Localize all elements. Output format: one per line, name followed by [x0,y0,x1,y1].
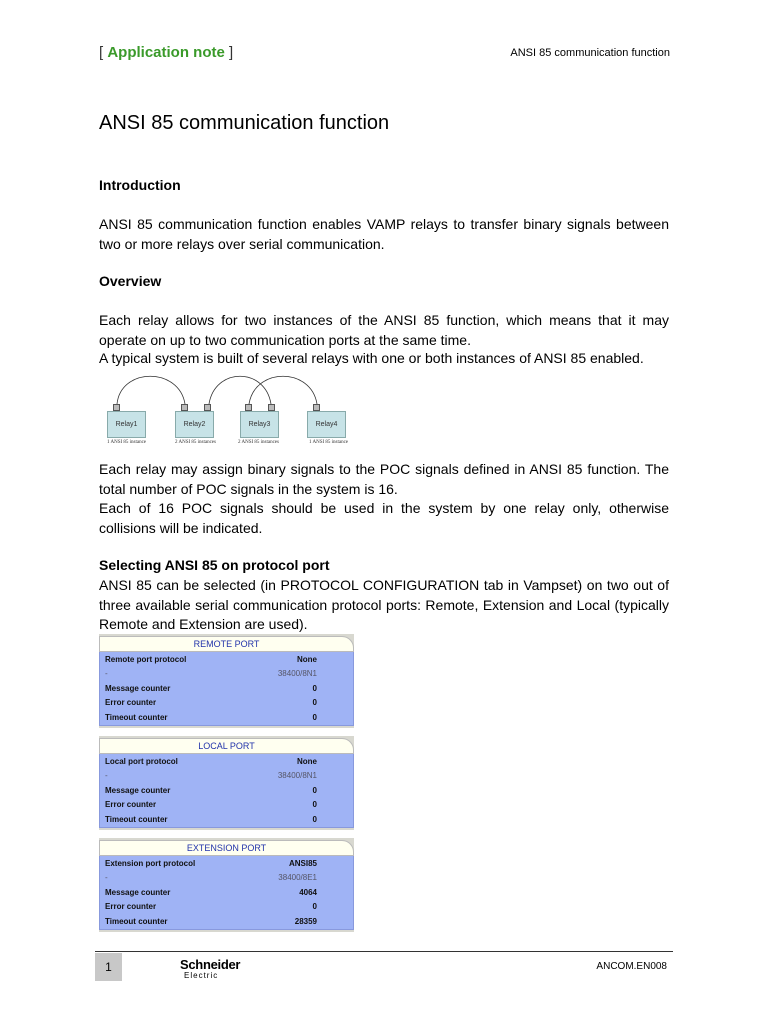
table-row [100,812,353,827]
header-doc-title: ANSI 85 communication function [510,47,670,59]
row-value: 28359 [294,916,317,926]
table-row [100,871,353,886]
row-label: - [105,771,108,781]
row-label: Error counter [105,902,157,912]
row-value: 4064 [299,887,317,897]
relay1-box: Relay1 [107,411,146,438]
table-row [100,885,353,900]
row-label: Timeout counter [105,916,168,926]
table-row [100,769,353,784]
remote-port-body [99,652,354,726]
overview-paragraph-1: Each relay allows for two instances of the ANSI 85 function, which means that it may operate on up to two communication ports at the same time. [99,312,669,348]
row-value: 0 [312,698,317,708]
page-number: 1 [95,953,122,981]
header-tag [99,44,233,61]
logo-line-1: Schneider [180,957,241,972]
relay4-port [313,404,320,411]
overview-heading: Overview [99,273,162,289]
relay4-caption: 1 ANSI 85 instance [309,440,349,445]
table-row [100,696,353,711]
table-row [100,856,353,871]
selecting-text: ANSI 85 can be selected (in PROTOCOL CONFIGURATION tab in Vampset) on two out of three available serial communication protocol ports: Remote, Extension and Local (typically Remote and Extension are used). [99,577,669,632]
extension-port-panel [99,840,354,930]
row-label: Local port protocol [105,756,178,766]
remote-port-panel [99,636,354,726]
row-label: Remote port protocol [105,654,187,664]
table-row [100,754,353,769]
logo-line-2: Electric [184,971,219,980]
row-value[interactable]: 38400/8E1 [278,873,317,883]
extension-port-body [99,856,354,930]
footer-divider [95,951,673,952]
introduction-text: ANSI 85 communication function enables VAMP relays to transfer binary signals between two or more relays over serial communication. [99,216,669,252]
table-row [100,900,353,915]
relay4-box: Relay4 [307,411,346,438]
row-label: Message counter [105,683,171,693]
row-value[interactable]: 38400/8N1 [277,669,317,679]
table-row [100,652,353,667]
application-note-label: Application note [107,44,225,61]
relay1-port [113,404,120,411]
bracket-open: [ [99,44,104,61]
relay2-port-b [204,404,211,411]
relay-diagram [99,373,359,451]
row-label: Message counter [105,887,171,897]
schneider-electric-logo [180,959,240,981]
relay3-box: Relay3 [240,411,279,438]
bracket-close: ] [229,44,234,61]
row-label: Timeout counter [105,712,168,722]
relay2-caption: 2 ANSI 85 instances [175,440,216,445]
extension-port-title: EXTENSION PORT [99,840,354,856]
relay1-caption: 1 ANSI 85 instance [107,440,147,445]
page-title: ANSI 85 communication function [99,112,390,134]
row-label: - [105,669,108,679]
row-value: 0 [312,785,317,795]
row-value[interactable]: None [297,654,317,664]
row-label: Error counter [105,698,157,708]
selecting-heading: Selecting ANSI 85 on protocol port [99,557,330,573]
row-value: 0 [312,902,317,912]
table-row [100,783,353,798]
table-row [100,681,353,696]
poc-paragraph-2: Each of 16 POC signals should be used in the system by one relay only, otherwise collisions will be indicated. [99,500,669,536]
table-row [100,914,353,929]
table-row [100,667,353,682]
remote-port-title: REMOTE PORT [99,636,354,652]
row-value: 0 [312,800,317,810]
row-value[interactable]: 38400/8N1 [277,771,317,781]
introduction-heading: Introduction [99,177,181,193]
relay2-box: Relay2 [175,411,214,438]
relay3-port-b [268,404,275,411]
row-label: Error counter [105,800,157,810]
overview-paragraph-2: A typical system is built of several relays with one or both instances of ANSI 85 enabled. [99,350,644,366]
local-port-body [99,754,354,828]
relay3-caption: 2 ANSI 85 instances [238,440,279,445]
local-port-panel [99,738,354,828]
row-label: Timeout counter [105,814,168,824]
table-row [100,710,353,725]
row-label: Extension port protocol [105,858,196,868]
document-code: ANCOM.EN008 [596,961,667,972]
row-value[interactable]: None [297,756,317,766]
row-label: - [105,873,108,883]
local-port-title: LOCAL PORT [99,738,354,754]
row-label: Message counter [105,785,171,795]
row-value: 0 [312,814,317,824]
poc-paragraph-1: Each relay may assign binary signals to the POC signals defined in ANSI 85 function. The total number of POC signals in the system is 16. [99,461,669,497]
table-row [100,798,353,813]
row-value: 0 [312,683,317,693]
relay2-port-a [181,404,188,411]
relay3-port-a [245,404,252,411]
row-value: 0 [312,712,317,722]
row-value[interactable]: ANSI85 [288,858,317,868]
